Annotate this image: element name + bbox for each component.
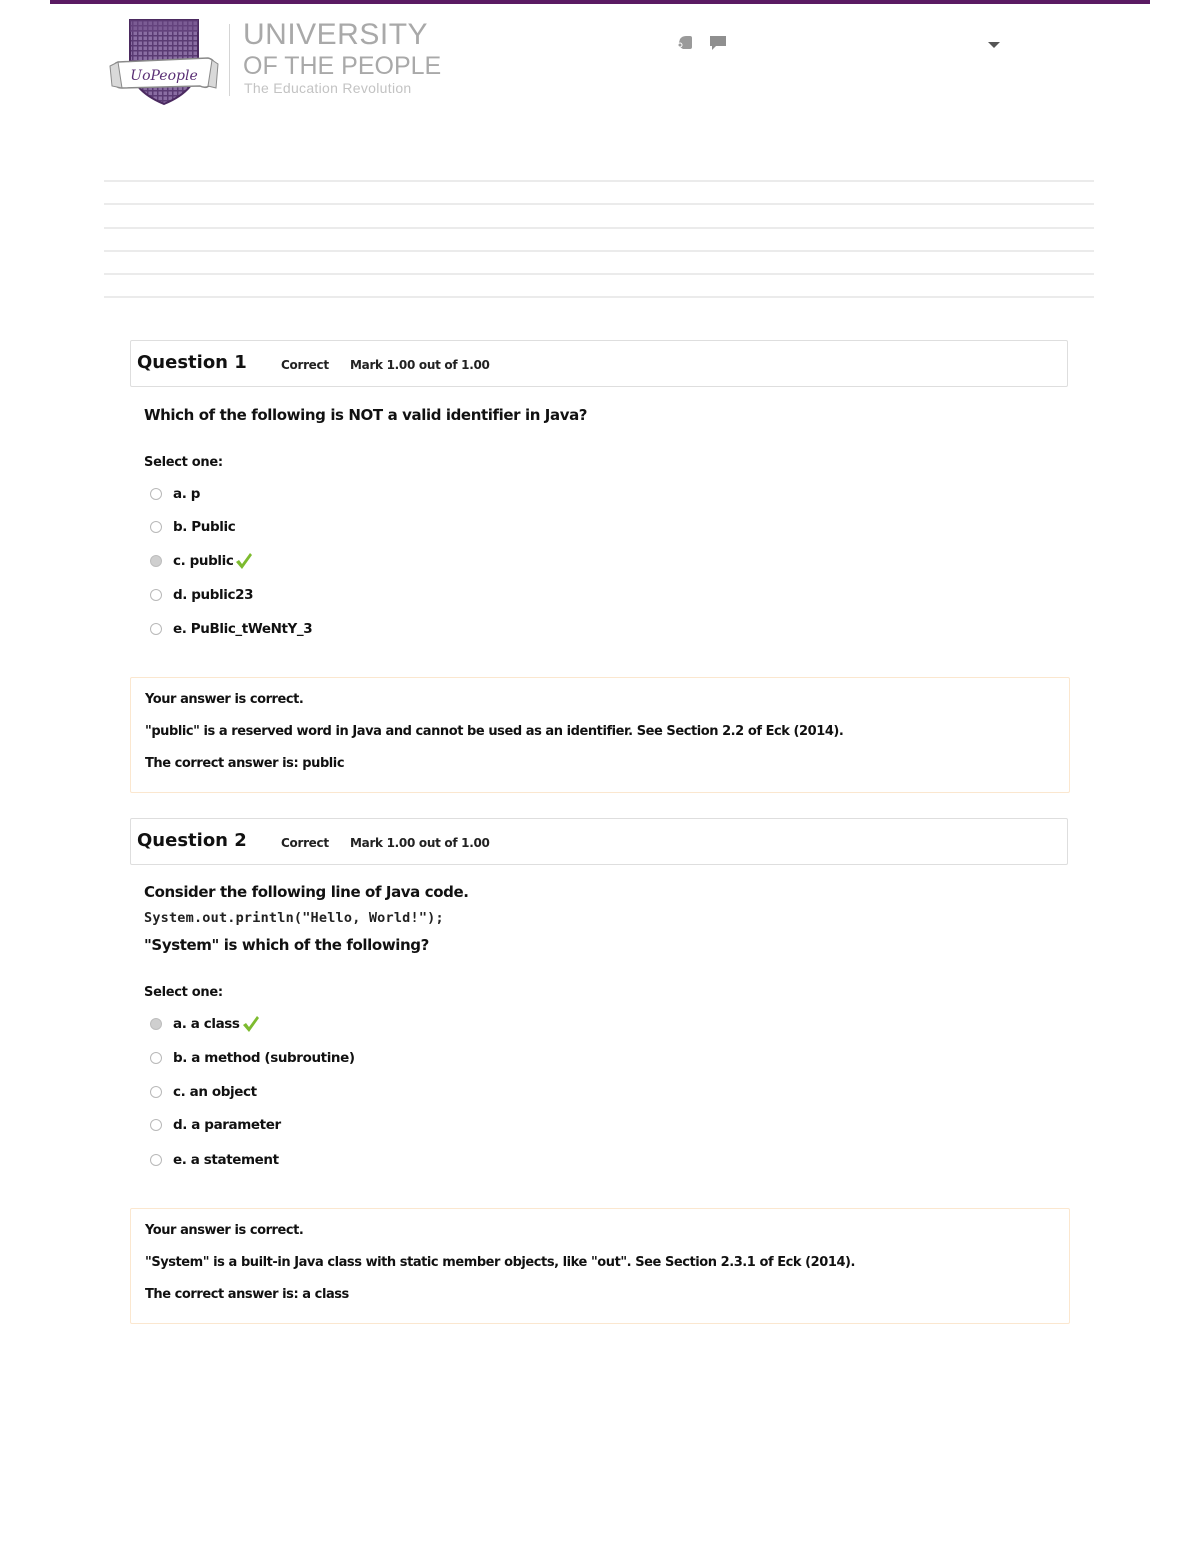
divider-line xyxy=(104,273,1094,275)
option-label: b. a method (subroutine) xyxy=(173,1050,355,1066)
option-label: c. an object xyxy=(173,1084,257,1100)
answer-option[interactable] xyxy=(150,517,235,537)
answer-option[interactable] xyxy=(150,619,312,639)
brand-name-line1: UNIVERSITY xyxy=(243,18,429,51)
notification-icon[interactable] xyxy=(676,34,694,52)
feedback-explanation: "public" is a reserved word in Java and cannot be used as an identifier. See Section 2.2 of Eck (2014). xyxy=(145,724,844,739)
question-1-header xyxy=(130,340,1068,387)
brand-name-line2: OF THE PEOPLE xyxy=(243,52,442,80)
question-mark: Mark 1.00 out of 1.00 xyxy=(350,358,490,372)
radio-button[interactable] xyxy=(150,1119,162,1131)
option-label: c. public xyxy=(173,553,234,569)
radio-button[interactable] xyxy=(150,1052,162,1064)
radio-button[interactable] xyxy=(150,589,162,601)
answer-option[interactable] xyxy=(150,1150,279,1170)
feedback-status: Your answer is correct. xyxy=(145,1223,304,1238)
answer-option[interactable] xyxy=(150,1115,281,1135)
answer-option[interactable] xyxy=(150,1048,355,1068)
crest-icon xyxy=(108,16,220,106)
divider-line xyxy=(104,296,1094,298)
divider-line xyxy=(104,227,1094,229)
feedback-right-answer: The correct answer is: public xyxy=(145,756,345,771)
question-1-feedback xyxy=(130,677,1070,793)
option-label: b. Public xyxy=(173,519,236,535)
option-label: e. PuBlic_tWeNtY_3 xyxy=(173,621,313,637)
top-accent-bar xyxy=(50,0,1150,4)
radio-button-selected[interactable] xyxy=(150,555,162,567)
radio-button[interactable] xyxy=(150,488,162,500)
divider-line xyxy=(104,203,1094,205)
message-icon[interactable] xyxy=(709,34,727,52)
question-state: Correct xyxy=(281,358,329,372)
radio-button[interactable] xyxy=(150,1154,162,1166)
code-snippet: System.out.println("Hello, World!"); xyxy=(144,910,444,926)
question-2-header xyxy=(130,818,1068,865)
question-text-2: "System" is which of the following? xyxy=(144,936,429,954)
option-label: a. a class xyxy=(173,1016,240,1032)
answer-option[interactable] xyxy=(150,585,253,605)
correct-check-icon xyxy=(242,1015,260,1033)
answer-option[interactable] xyxy=(150,551,253,571)
university-logo[interactable] xyxy=(108,16,220,106)
question-title: Question 2 xyxy=(137,830,247,851)
option-label: d. public23 xyxy=(173,587,254,603)
feedback-right-answer: The correct answer is: a class xyxy=(145,1287,349,1302)
option-label: e. a statement xyxy=(173,1152,279,1168)
brand-tagline: The Education Revolution xyxy=(244,80,412,96)
feedback-explanation: "System" is a built-in Java class with static member objects, like "out". See Section 2.3.1 of Eck (2014). xyxy=(145,1255,856,1270)
question-state: Correct xyxy=(281,836,329,850)
option-label: a. p xyxy=(173,486,201,502)
answer-option[interactable] xyxy=(150,484,200,504)
svg-text:UoPeople: UoPeople xyxy=(130,68,198,84)
question-mark: Mark 1.00 out of 1.00 xyxy=(350,836,490,850)
select-one-label: Select one: xyxy=(144,455,223,470)
divider-line xyxy=(104,180,1094,182)
answer-option[interactable] xyxy=(150,1082,257,1102)
correct-check-icon xyxy=(235,552,253,570)
user-menu-chevron-down-icon[interactable] xyxy=(986,36,1002,48)
option-label: d. a parameter xyxy=(173,1117,281,1133)
select-one-label: Select one: xyxy=(144,985,223,1000)
divider-line xyxy=(104,250,1094,252)
brand-divider xyxy=(229,24,230,96)
answer-option[interactable] xyxy=(150,1014,260,1034)
question-2-feedback xyxy=(130,1208,1070,1324)
radio-button[interactable] xyxy=(150,1086,162,1098)
question-text: Consider the following line of Java code. xyxy=(144,883,469,901)
radio-button[interactable] xyxy=(150,521,162,533)
radio-button[interactable] xyxy=(150,623,162,635)
radio-button-selected[interactable] xyxy=(150,1018,162,1030)
question-title: Question 1 xyxy=(137,352,247,373)
question-text: Which of the following is NOT a valid identifier in Java? xyxy=(144,406,588,424)
feedback-status: Your answer is correct. xyxy=(145,692,304,707)
